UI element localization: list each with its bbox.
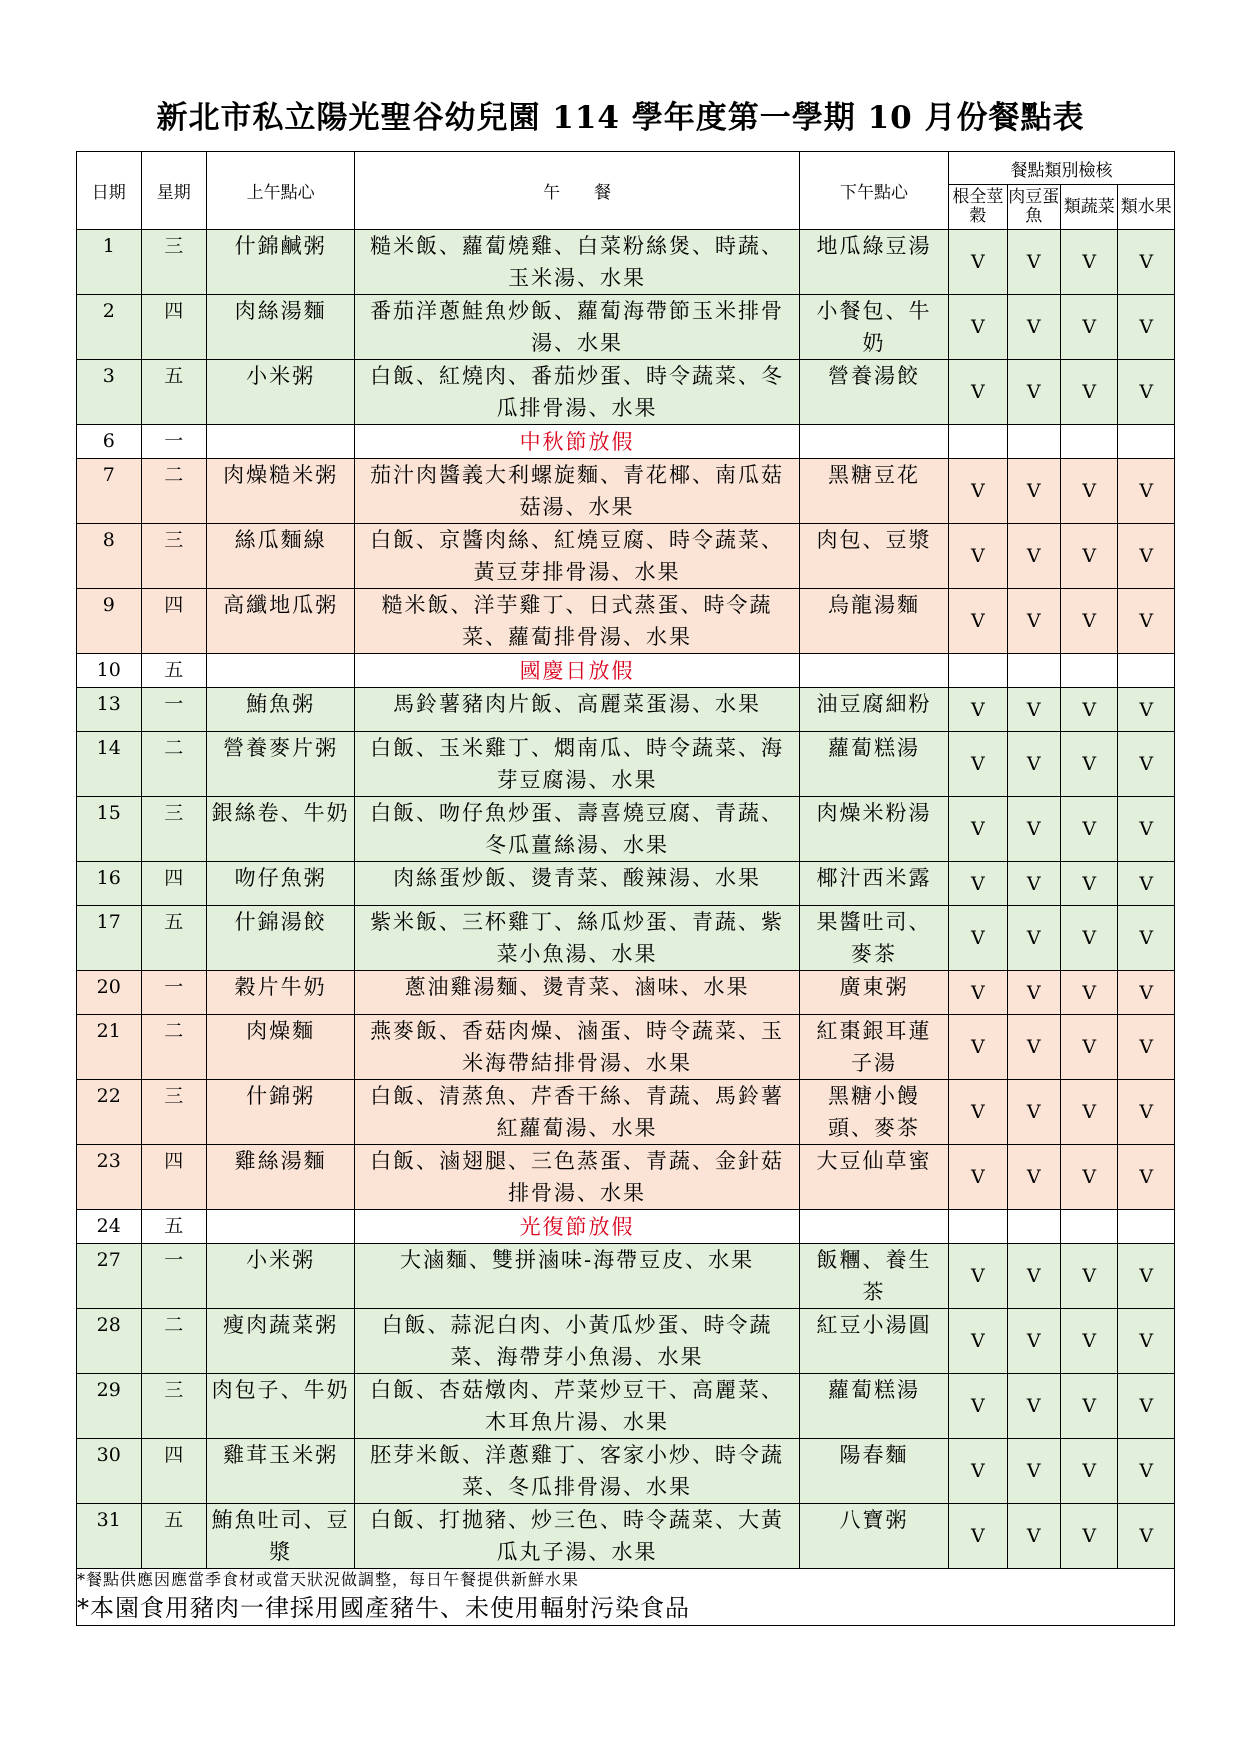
table-row xyxy=(77,360,1175,425)
check-mark: V xyxy=(1007,971,1060,1015)
afternoon-snack-cell: 小餐包、牛奶 xyxy=(799,295,948,360)
check-mark: V xyxy=(1118,1439,1175,1504)
holiday-row xyxy=(77,425,1175,459)
check-mark: V xyxy=(949,688,1007,732)
afternoon-snack-cell: 飯糰、養生茶 xyxy=(799,1244,948,1309)
header-check-group: 餐點類別檢核 xyxy=(949,152,1175,185)
check-mark: V xyxy=(949,524,1007,589)
table-row xyxy=(77,1374,1175,1439)
check-mark: V xyxy=(949,971,1007,1015)
check-mark: V xyxy=(1118,1504,1175,1569)
check-mark: V xyxy=(1118,688,1175,732)
check-mark: V xyxy=(949,589,1007,654)
morning-snack-cell: 高纖地瓜粥 xyxy=(207,589,355,654)
check-mark: V xyxy=(1118,971,1175,1015)
check-mark: V xyxy=(1061,1244,1118,1309)
morning-snack-cell: 吻仔魚粥 xyxy=(207,862,355,906)
check-mark: V xyxy=(1118,906,1175,971)
lunch-cell: 胚芽米飯、洋蔥雞丁、客家小炒、時令蔬菜、冬瓜排骨湯、水果 xyxy=(355,1439,800,1504)
lunch-cell: 燕麥飯、香菇肉燥、滷蛋、時令蔬菜、玉米海帶結排骨湯、水果 xyxy=(355,1015,800,1080)
date-cell: 28 xyxy=(77,1309,142,1374)
check-mark: V xyxy=(1007,1504,1060,1569)
date-cell: 9 xyxy=(77,589,142,654)
weekday-cell: 二 xyxy=(141,459,207,524)
afternoon-snack-cell xyxy=(799,654,948,688)
check-cell xyxy=(949,654,1007,688)
lunch-cell: 白飯、玉米雞丁、燜南瓜、時令蔬菜、海芽豆腐湯、水果 xyxy=(355,732,800,797)
morning-snack-cell: 什錦粥 xyxy=(207,1080,355,1145)
check-mark: V xyxy=(1061,797,1118,862)
check-mark: V xyxy=(1007,1080,1060,1145)
check-mark: V xyxy=(1061,459,1118,524)
lunch-cell: 白飯、蒜泥白肉、小黃瓜炒蛋、時令蔬菜、海帶芽小魚湯、水果 xyxy=(355,1309,800,1374)
check-mark: V xyxy=(1061,1309,1118,1374)
lunch-cell: 白飯、京醬肉絲、紅燒豆腐、時令蔬菜、黃豆芽排骨湯、水果 xyxy=(355,524,800,589)
check-mark: V xyxy=(1061,1145,1118,1210)
table-row xyxy=(77,1015,1175,1080)
date-cell: 31 xyxy=(77,1504,142,1569)
weekday-cell: 五 xyxy=(141,906,207,971)
weekday-cell: 三 xyxy=(141,797,207,862)
afternoon-snack-cell: 地瓜綠豆湯 xyxy=(799,230,948,295)
date-cell: 27 xyxy=(77,1244,142,1309)
morning-snack-cell: 什錦湯餃 xyxy=(207,906,355,971)
afternoon-snack-cell: 蘿蔔糕湯 xyxy=(799,732,948,797)
weekday-cell: 五 xyxy=(141,1504,207,1569)
check-mark: V xyxy=(1118,732,1175,797)
check-mark: V xyxy=(1007,1439,1060,1504)
date-cell: 1 xyxy=(77,230,142,295)
lunch-cell: 紫米飯、三杯雞丁、絲瓜炒蛋、青蔬、紫菜小魚湯、水果 xyxy=(355,906,800,971)
table-row xyxy=(77,1504,1175,1569)
check-mark: V xyxy=(1007,360,1060,425)
date-cell: 2 xyxy=(77,295,142,360)
table-row xyxy=(77,1244,1175,1309)
check-mark: V xyxy=(949,906,1007,971)
date-cell: 22 xyxy=(77,1080,142,1145)
holiday-row xyxy=(77,654,1175,688)
header-check-grains: 根全莖穀 xyxy=(949,185,1007,230)
weekday-cell: 二 xyxy=(141,1015,207,1080)
check-mark: V xyxy=(1007,1309,1060,1374)
check-mark: V xyxy=(1118,360,1175,425)
check-mark: V xyxy=(1061,971,1118,1015)
lunch-cell: 馬鈴薯豬肉片飯、高麗菜蛋湯、水果 xyxy=(355,688,800,732)
afternoon-snack-cell: 油豆腐細粉 xyxy=(799,688,948,732)
weekday-cell: 一 xyxy=(141,971,207,1015)
check-mark: V xyxy=(1007,688,1060,732)
check-mark: V xyxy=(1007,1145,1060,1210)
date-cell: 30 xyxy=(77,1439,142,1504)
check-cell xyxy=(1118,654,1175,688)
weekday-cell: 一 xyxy=(141,1244,207,1309)
check-mark: V xyxy=(1007,732,1060,797)
lunch-cell: 白飯、打拋豬、炒三色、時令蔬菜、大黃瓜丸子湯、水果 xyxy=(355,1504,800,1569)
table-row xyxy=(77,524,1175,589)
table-row xyxy=(77,862,1175,906)
weekday-cell: 四 xyxy=(141,295,207,360)
check-mark: V xyxy=(1007,230,1060,295)
afternoon-snack-cell xyxy=(799,425,948,459)
morning-snack-cell xyxy=(207,425,355,459)
table-row xyxy=(77,688,1175,732)
meal-plan-table xyxy=(76,151,1175,1626)
check-mark: V xyxy=(1007,524,1060,589)
date-cell: 23 xyxy=(77,1145,142,1210)
check-mark: V xyxy=(1118,797,1175,862)
morning-snack-cell: 絲瓜麵線 xyxy=(207,524,355,589)
date-cell: 16 xyxy=(77,862,142,906)
check-mark: V xyxy=(1007,1244,1060,1309)
morning-snack-cell: 瘦肉蔬菜粥 xyxy=(207,1309,355,1374)
check-mark: V xyxy=(949,1145,1007,1210)
weekday-cell: 三 xyxy=(141,524,207,589)
check-mark: V xyxy=(1118,1015,1175,1080)
check-mark: V xyxy=(1007,295,1060,360)
afternoon-snack-cell: 紅棗銀耳蓮子湯 xyxy=(799,1015,948,1080)
weekday-cell: 五 xyxy=(141,360,207,425)
check-mark: V xyxy=(949,862,1007,906)
check-mark: V xyxy=(1118,1145,1175,1210)
date-cell: 14 xyxy=(77,732,142,797)
check-mark: V xyxy=(949,797,1007,862)
check-mark: V xyxy=(1061,1374,1118,1439)
check-mark: V xyxy=(1118,1309,1175,1374)
check-mark: V xyxy=(1118,1374,1175,1439)
check-mark: V xyxy=(1061,1015,1118,1080)
morning-snack-cell: 鮪魚粥 xyxy=(207,688,355,732)
afternoon-snack-cell: 大豆仙草蜜 xyxy=(799,1145,948,1210)
check-mark: V xyxy=(1061,589,1118,654)
header-weekday: 星期 xyxy=(141,152,207,230)
header-check-protein: 肉豆蛋魚 xyxy=(1007,185,1060,230)
holiday-label: 中秋節放假 xyxy=(355,425,800,459)
check-mark: V xyxy=(1007,1374,1060,1439)
check-cell xyxy=(1118,425,1175,459)
weekday-cell: 一 xyxy=(141,425,207,459)
weekday-cell: 四 xyxy=(141,589,207,654)
afternoon-snack-cell: 烏龍湯麵 xyxy=(799,589,948,654)
check-mark: V xyxy=(1118,230,1175,295)
check-cell xyxy=(1061,654,1118,688)
date-cell: 7 xyxy=(77,459,142,524)
table-row xyxy=(77,797,1175,862)
holiday-label: 國慶日放假 xyxy=(355,654,800,688)
header-morning-snack: 上午點心 xyxy=(207,152,355,230)
check-mark: V xyxy=(949,1244,1007,1309)
check-mark: V xyxy=(949,732,1007,797)
morning-snack-cell: 肉燥糙米粥 xyxy=(207,459,355,524)
date-cell: 3 xyxy=(77,360,142,425)
morning-snack-cell: 小米粥 xyxy=(207,1244,355,1309)
afternoon-snack-cell: 陽春麵 xyxy=(799,1439,948,1504)
check-mark: V xyxy=(1061,360,1118,425)
morning-snack-cell: 鮪魚吐司、豆漿 xyxy=(207,1504,355,1569)
weekday-cell: 四 xyxy=(141,862,207,906)
afternoon-snack-cell xyxy=(799,1210,948,1244)
lunch-cell: 蔥油雞湯麵、燙青菜、滷味、水果 xyxy=(355,971,800,1015)
header-date: 日期 xyxy=(77,152,142,230)
table-row xyxy=(77,906,1175,971)
date-cell: 6 xyxy=(77,425,142,459)
weekday-cell: 四 xyxy=(141,1145,207,1210)
check-mark: V xyxy=(1007,589,1060,654)
check-mark: V xyxy=(1118,524,1175,589)
check-mark: V xyxy=(1118,459,1175,524)
check-mark: V xyxy=(1118,295,1175,360)
lunch-cell: 白飯、杏菇燉肉、芹菜炒豆干、高麗菜、木耳魚片湯、水果 xyxy=(355,1374,800,1439)
lunch-cell: 糙米飯、蘿蔔燒雞、白菜粉絲煲、時蔬、玉米湯、水果 xyxy=(355,230,800,295)
check-mark: V xyxy=(1061,688,1118,732)
note-pork-origin: *本園食用豬肉一律採用國產豬牛、未使用輻射污染食品 xyxy=(77,1594,690,1622)
morning-snack-cell: 營養麥片粥 xyxy=(207,732,355,797)
weekday-cell: 一 xyxy=(141,688,207,732)
date-cell: 13 xyxy=(77,688,142,732)
date-cell: 8 xyxy=(77,524,142,589)
check-mark: V xyxy=(1118,589,1175,654)
lunch-cell: 白飯、吻仔魚炒蛋、壽喜燒豆腐、青蔬、冬瓜薑絲湯、水果 xyxy=(355,797,800,862)
weekday-cell: 二 xyxy=(141,732,207,797)
lunch-cell: 番茄洋蔥鮭魚炒飯、蘿蔔海帶節玉米排骨湯、水果 xyxy=(355,295,800,360)
check-mark: V xyxy=(1118,1080,1175,1145)
afternoon-snack-cell: 黑糖豆花 xyxy=(799,459,948,524)
afternoon-snack-cell: 廣東粥 xyxy=(799,971,948,1015)
weekday-cell: 三 xyxy=(141,1374,207,1439)
lunch-cell: 茄汁肉醬義大利螺旋麵、青花椰、南瓜菇菇湯、水果 xyxy=(355,459,800,524)
date-cell: 20 xyxy=(77,971,142,1015)
header-check-vegetables: 類蔬菜 xyxy=(1061,185,1118,230)
afternoon-snack-cell: 紅豆小湯圓 xyxy=(799,1309,948,1374)
morning-snack-cell: 雞茸玉米粥 xyxy=(207,1439,355,1504)
weekday-cell: 二 xyxy=(141,1309,207,1374)
check-mark: V xyxy=(1061,732,1118,797)
table-row xyxy=(77,589,1175,654)
table-row xyxy=(77,1439,1175,1504)
check-mark: V xyxy=(1061,1439,1118,1504)
morning-snack-cell xyxy=(207,1210,355,1244)
check-mark: V xyxy=(949,295,1007,360)
check-mark: V xyxy=(1061,906,1118,971)
check-mark: V xyxy=(1007,1015,1060,1080)
check-mark: V xyxy=(949,1504,1007,1569)
morning-snack-cell: 什錦鹹粥 xyxy=(207,230,355,295)
table-row xyxy=(77,1080,1175,1145)
check-mark: V xyxy=(949,459,1007,524)
lunch-cell: 肉絲蛋炒飯、燙青菜、酸辣湯、水果 xyxy=(355,862,800,906)
date-cell: 29 xyxy=(77,1374,142,1439)
weekday-cell: 三 xyxy=(141,230,207,295)
check-mark: V xyxy=(949,1439,1007,1504)
weekday-cell: 三 xyxy=(141,1080,207,1145)
check-cell xyxy=(949,425,1007,459)
header-lunch: 午 餐 xyxy=(355,152,800,230)
check-mark: V xyxy=(1061,1504,1118,1569)
check-mark: V xyxy=(949,230,1007,295)
check-cell xyxy=(1061,425,1118,459)
check-mark: V xyxy=(1007,862,1060,906)
morning-snack-cell: 肉燥麵 xyxy=(207,1015,355,1080)
page-title: 新北市私立陽光聖谷幼兒園 114 學年度第一學期 10 月份餐點表 xyxy=(156,100,1085,136)
morning-snack-cell: 銀絲卷、牛奶 xyxy=(207,797,355,862)
check-mark: V xyxy=(949,1080,1007,1145)
table-row xyxy=(77,459,1175,524)
check-mark: V xyxy=(1061,1080,1118,1145)
check-mark: V xyxy=(949,1374,1007,1439)
lunch-cell: 白飯、滷翅腿、三色蒸蛋、青蔬、金針菇排骨湯、水果 xyxy=(355,1145,800,1210)
table-header xyxy=(77,152,1175,230)
header-afternoon-snack: 下午點心 xyxy=(799,152,948,230)
morning-snack-cell: 肉絲湯麵 xyxy=(207,295,355,360)
afternoon-snack-cell: 肉燥米粉湯 xyxy=(799,797,948,862)
afternoon-snack-cell: 果醬吐司、麥茶 xyxy=(799,906,948,971)
check-cell xyxy=(1007,1210,1060,1244)
date-cell: 10 xyxy=(77,654,142,688)
holiday-label: 光復節放假 xyxy=(355,1210,800,1244)
check-mark: V xyxy=(1061,230,1118,295)
afternoon-snack-cell: 八寶粥 xyxy=(799,1504,948,1569)
check-mark: V xyxy=(1007,459,1060,524)
table-row xyxy=(77,732,1175,797)
date-cell: 24 xyxy=(77,1210,142,1244)
check-mark: V xyxy=(1061,295,1118,360)
check-cell xyxy=(1118,1210,1175,1244)
table-row xyxy=(77,1309,1175,1374)
check-cell xyxy=(1061,1210,1118,1244)
date-cell: 17 xyxy=(77,906,142,971)
lunch-cell: 白飯、紅燒肉、番茄炒蛋、時令蔬菜、冬瓜排骨湯、水果 xyxy=(355,360,800,425)
table-row xyxy=(77,295,1175,360)
check-mark: V xyxy=(949,1309,1007,1374)
afternoon-snack-cell: 椰汁西米露 xyxy=(799,862,948,906)
afternoon-snack-cell: 肉包、豆漿 xyxy=(799,524,948,589)
header-check-fruit: 類水果 xyxy=(1118,185,1175,230)
check-mark: V xyxy=(949,360,1007,425)
check-mark: V xyxy=(949,1015,1007,1080)
weekday-cell: 五 xyxy=(141,654,207,688)
check-cell xyxy=(1007,425,1060,459)
morning-snack-cell xyxy=(207,654,355,688)
lunch-cell: 糙米飯、洋芋雞丁、日式蒸蛋、時令蔬菜、蘿蔔排骨湯、水果 xyxy=(355,589,800,654)
morning-snack-cell: 肉包子、牛奶 xyxy=(207,1374,355,1439)
morning-snack-cell: 小米粥 xyxy=(207,360,355,425)
check-mark: V xyxy=(1061,524,1118,589)
check-mark: V xyxy=(1118,1244,1175,1309)
table-row xyxy=(77,230,1175,295)
notes-cell xyxy=(77,1569,1175,1626)
weekday-cell: 四 xyxy=(141,1439,207,1504)
date-cell: 21 xyxy=(77,1015,142,1080)
check-mark: V xyxy=(1007,906,1060,971)
morning-snack-cell: 雞絲湯麵 xyxy=(207,1145,355,1210)
check-cell xyxy=(1007,654,1060,688)
check-cell xyxy=(949,1210,1007,1244)
lunch-cell: 白飯、清蒸魚、芹香干絲、青蔬、馬鈴薯紅蘿蔔湯、水果 xyxy=(355,1080,800,1145)
afternoon-snack-cell: 蘿蔔糕湯 xyxy=(799,1374,948,1439)
lunch-cell: 大滷麵、雙拼滷味-海帶豆皮、水果 xyxy=(355,1244,800,1309)
check-mark: V xyxy=(1061,862,1118,906)
afternoon-snack-cell: 營養湯餃 xyxy=(799,360,948,425)
holiday-row xyxy=(77,1210,1175,1244)
check-mark: V xyxy=(1118,862,1175,906)
weekday-cell: 五 xyxy=(141,1210,207,1244)
table-body xyxy=(77,230,1175,1569)
date-cell: 15 xyxy=(77,797,142,862)
afternoon-snack-cell: 黑糖小饅頭、麥茶 xyxy=(799,1080,948,1145)
table-row xyxy=(77,971,1175,1015)
morning-snack-cell: 穀片牛奶 xyxy=(207,971,355,1015)
note-adjustment: *餐點供應因應當季食材或當天狀況做調整，每日午餐提供新鮮水果 xyxy=(77,1570,580,1589)
check-mark: V xyxy=(1007,797,1060,862)
table-row xyxy=(77,1145,1175,1210)
